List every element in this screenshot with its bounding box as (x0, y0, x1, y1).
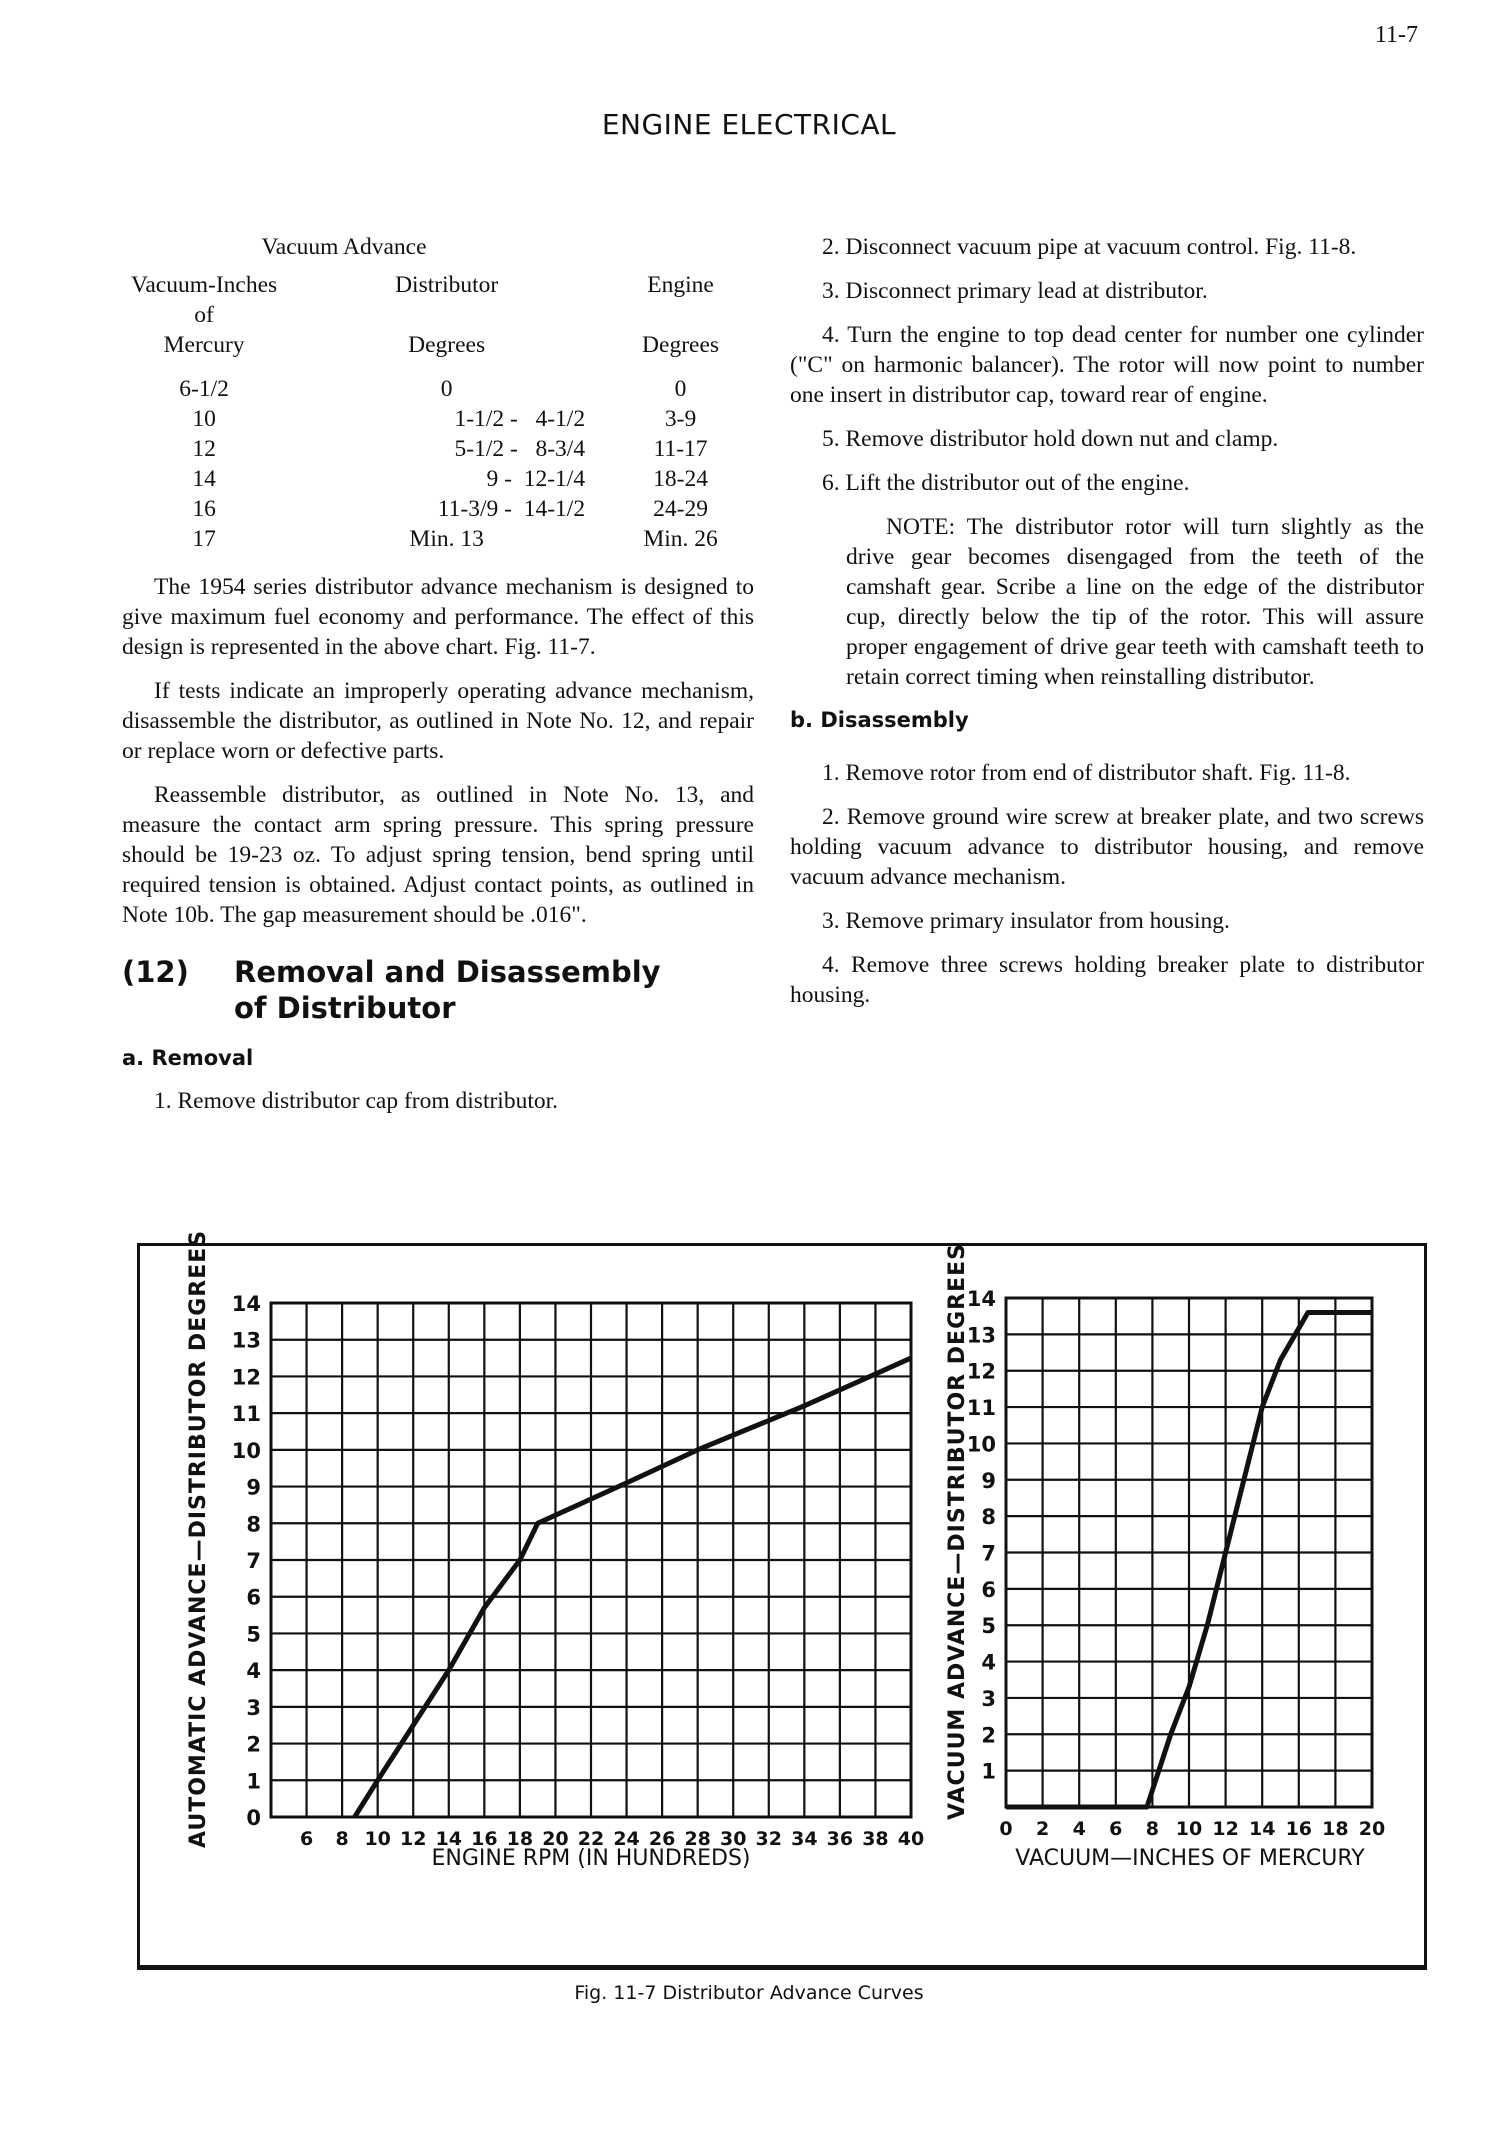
header-distributor-line1: Distributor (395, 272, 499, 298)
figure-caption: Fig. 11-7 Distributor Advance Curves (574, 1982, 924, 2004)
automatic-advance-x-label: ENGINE RPM (IN HUNDREDS) (431, 1846, 751, 1871)
y-tick-label: 7 (246, 1549, 261, 1573)
y-tick-label: 12 (231, 1365, 261, 1390)
cell-vacuum: 17 (192, 526, 216, 552)
header-vacuum-line2: Mercury (163, 332, 245, 358)
y-tick-label: 9 (981, 1468, 996, 1493)
note-paragraph: NOTE: The distributor rotor will turn slightly as the drive gear becomes disengaged from the teeth of the camshaft gear. Scribe a line on the edge of the distributor cup, directly below the tip of the rotor. This will assure proper engagement of drive gear teeth with camshaft teeth to retain correct timing when reinstalling distributor. (846, 514, 1424, 690)
y-tick-label: 14 (231, 1292, 261, 1316)
table-title: Vacuum Advance (261, 234, 427, 260)
table-row (122, 404, 754, 434)
y-tick-label: 13 (231, 1328, 261, 1353)
header-engine-line1: Engine (647, 272, 714, 298)
cell-distributor: 1-1/2 - 4-1/2 (454, 406, 586, 432)
paragraph-advance-mechanism: The 1954 series distributor advance mechanism is designed to give maximum fuel economy and performance. The effect of this design is represented in the above chart. Fig. 11-7. (122, 574, 754, 660)
y-tick-label: 9 (246, 1475, 261, 1500)
x-tick-label: 12 (1212, 1818, 1239, 1840)
removal-step-6: 6. Lift the distributor out of the engine. (822, 470, 1190, 496)
y-tick-label: 14 (966, 1287, 996, 1311)
cell-distributor: Min. 13 (409, 526, 484, 552)
table-row (122, 434, 754, 464)
y-tick-label: 0 (246, 1806, 261, 1830)
removal-step-2: 2. Disconnect vacuum pipe at vacuum control. Fig. 11-8. (822, 234, 1357, 260)
disassembly-step-4: 4. Remove three screws holding breaker plate to distributor housing. (790, 952, 1424, 1008)
cell-distributor: 5-1/2 - 8-3/4 (454, 436, 586, 462)
y-tick-label: 12 (966, 1359, 996, 1384)
section-number: (12) (122, 955, 189, 989)
vacuum-advance-x-label: VACUUM—INCHES OF MERCURY (1015, 1846, 1365, 1871)
x-tick-label: 16 (1285, 1818, 1313, 1840)
x-tick-label: 18 (1322, 1818, 1349, 1840)
y-tick-label: 5 (981, 1614, 996, 1639)
x-tick-label: 26 (648, 1828, 676, 1850)
cell-vacuum: 16 (192, 496, 216, 522)
cell-engine: 18-24 (653, 466, 708, 492)
x-tick-label: 6 (1109, 1818, 1123, 1840)
removal-step-5: 5. Remove distributor hold down nut and clamp. (822, 426, 1279, 452)
section-title-line1: Removal and Disassembly (234, 955, 661, 989)
disassembly-step-2: 2. Remove ground wire screw at breaker plate, and two screws holding vacuum advance to distributor housing, and remove vacuum advance mechanism. (790, 804, 1424, 890)
x-tick-label: 4 (1072, 1818, 1086, 1840)
x-tick-label: 40 (897, 1828, 925, 1850)
y-tick-label: 10 (966, 1432, 996, 1457)
y-tick-label: 3 (981, 1686, 996, 1711)
y-tick-label: 2 (981, 1723, 996, 1748)
figure-frame (137, 1243, 1427, 1970)
table-row (122, 374, 754, 404)
x-tick-label: 16 (471, 1828, 498, 1850)
y-tick-label: 6 (981, 1577, 996, 1602)
cell-vacuum: 6-1/2 (179, 376, 229, 402)
cell-distributor: 0 (440, 376, 453, 402)
x-tick-label: 32 (755, 1828, 783, 1850)
vacuum-advance-table (122, 232, 754, 554)
cell-engine: 0 (674, 376, 687, 402)
x-tick-label: 10 (364, 1828, 391, 1850)
cell-distributor: 9 - 12-1/4 (486, 466, 586, 492)
subsection-removal: a. Removal (122, 1046, 254, 1070)
removal-step-4: 4. Turn the engine to top dead center for number one cylinder ("C" on harmonic balancer). The rotor will now point to number one insert in distributor cap, toward rear of engine. (790, 322, 1424, 408)
y-tick-label: 7 (981, 1541, 996, 1566)
y-tick-label: 5 (246, 1622, 261, 1647)
vacuum-advance-y-label: VACUUM ADVANCE—DISTRIBUTOR DEGREES (945, 1243, 970, 1820)
header-vacuum-line1: Vacuum-Inches of (131, 272, 278, 328)
y-tick-label: 3 (246, 1695, 261, 1720)
x-tick-label: 14 (435, 1828, 463, 1850)
right-column (790, 232, 1424, 1024)
y-tick-label: 4 (246, 1659, 261, 1684)
table-row (122, 464, 754, 494)
x-tick-label: 20 (1358, 1818, 1386, 1840)
disassembly-step-1: 1. Remove rotor from end of distributor shaft. Fig. 11-8. (822, 760, 1351, 786)
left-column (122, 232, 754, 1130)
cell-engine: 24-29 (653, 496, 708, 522)
page-number: 11-7 (1374, 22, 1418, 48)
x-tick-label: 14 (1248, 1818, 1276, 1840)
x-tick-label: 30 (719, 1828, 747, 1850)
y-tick-label: 1 (981, 1759, 996, 1784)
y-tick-label: 4 (981, 1650, 996, 1675)
cell-engine: Min. 26 (643, 526, 718, 552)
header-engine-line2: Degrees (642, 332, 720, 358)
y-tick-label: 2 (246, 1732, 261, 1757)
cell-engine: 3-9 (664, 406, 697, 432)
page-header: ENGINE ELECTRICAL (601, 108, 897, 141)
cell-vacuum: 14 (192, 466, 216, 492)
x-tick-label: 12 (399, 1828, 427, 1850)
cell-engine: 11-17 (653, 436, 708, 462)
paragraph-tests: If tests indicate an improperly operating advance mechanism, disassemble the distributor, as outlined in Note No. 12, and repair or replace worn or defective parts. (122, 678, 754, 764)
x-tick-label: 6 (299, 1828, 314, 1850)
cell-vacuum: 12 (192, 436, 216, 462)
header-distributor-line2: Degrees (408, 332, 486, 358)
x-tick-label: 8 (1145, 1818, 1160, 1840)
y-tick-label: 13 (966, 1323, 996, 1348)
table-row (122, 494, 754, 524)
y-tick-label: 11 (231, 1402, 261, 1427)
removal-step-1: 1. Remove distributor cap from distributor. (154, 1088, 559, 1114)
y-tick-label: 1 (246, 1769, 261, 1794)
x-tick-label: 34 (791, 1828, 818, 1850)
x-tick-label: 10 (1175, 1818, 1203, 1840)
y-tick-label: 8 (246, 1512, 261, 1537)
y-tick-label: 8 (981, 1505, 996, 1530)
subsection-disassembly: b. Disassembly (790, 708, 969, 732)
x-tick-label: 24 (613, 1828, 640, 1850)
x-tick-label: 18 (506, 1828, 534, 1850)
y-tick-label: 11 (966, 1396, 996, 1421)
y-tick-label: 10 (231, 1438, 261, 1463)
cell-vacuum: 10 (192, 406, 216, 432)
cell-distributor: 11-3/9 - 14-1/2 (437, 496, 586, 522)
paragraph-reassemble: Reassemble distributor, as outlined in Note No. 13, and measure the contact arm spring pressure. This spring pressure should be 19-23 oz. To adjust spring tension, bend spring until required tension is obtained. Adjust contact points, as outlined in Note 10b. The gap measurement should be .016". (122, 782, 754, 928)
x-tick-label: 20 (542, 1828, 569, 1850)
disassembly-step-3: 3. Remove primary insulator from housing. (822, 908, 1230, 934)
x-tick-label: 2 (1035, 1818, 1050, 1840)
x-tick-label: 36 (826, 1828, 854, 1850)
x-tick-label: 0 (999, 1818, 1013, 1840)
section-heading (122, 954, 754, 1026)
x-tick-label: 8 (335, 1828, 349, 1850)
x-tick-label: 28 (684, 1828, 711, 1850)
table-row (122, 524, 754, 554)
x-tick-label: 38 (862, 1828, 889, 1850)
removal-step-3: 3. Disconnect primary lead at distributor. (822, 278, 1208, 304)
x-tick-label: 22 (577, 1828, 605, 1850)
automatic-advance-y-label: AUTOMATIC ADVANCE—DISTRIBUTOR DEGREES (186, 1229, 211, 1848)
section-title-line2: of Distributor (234, 991, 456, 1025)
y-tick-label: 6 (246, 1585, 261, 1610)
